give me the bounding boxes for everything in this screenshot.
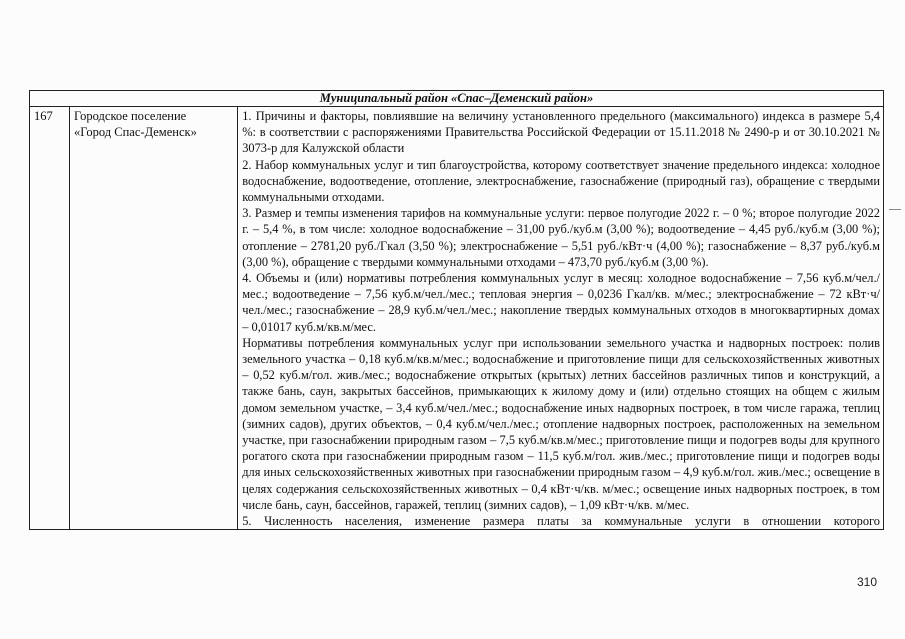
index-description bbox=[238, 107, 884, 530]
paragraph-tariffs: 3. Размер и темпы изменения тарифов на коммунальные услуги: первое полугодие 2022 г. – 0 %; второе полугодие 2022 г. – 5,4 %, в том числе: холодное водоснабжение – 31,00 руб./куб.м (3,00 %); водоотведение – 4,45 руб./куб.м (3,00 %); отопление – 2781,20 руб./Гкал (3,50 %); электроснабжение – 5,51 руб./кВт·ч (4,00 %); газоснабжение – 8,37 руб./куб.м (3,00 %), обращение с твердыми коммунальными отходами – 473,70 руб./куб.м (3,00 %). bbox=[242, 206, 880, 269]
margin-mark bbox=[889, 209, 901, 210]
settlement-name-line2: «Город Спас-Деменск» bbox=[74, 125, 197, 139]
paragraph-services-set: 2. Набор коммунальных услуг и тип благоустройства, которому соответствует значение предельного индекса: холодное водоснабжение, водоотведение, отопление, электроснабжение, газоснабжение (природный газ), обращение с твердыми коммунальными отходами. bbox=[242, 157, 880, 205]
paragraph-consumption-norms: 4. Объемы и (или) нормативы потребления коммунальных услуг в месяц: холодное водоснабжение – 7,56 куб.м/чел./мес.; водоотведение – 7,56 куб.м/чел./мес.; тепловая энергия – 0,0236 Гкал/кв. м/мес.; электроснабжение – 72 кВт·ч/чел./мес.; газоснабжение – 28,9 куб.м/чел./мес.; накопление твердых коммунальных отходов в многоквартирных домах – 0,01017 куб.м/кв.м/мес. bbox=[242, 271, 880, 334]
district-title: Муниципальный район «Спас–Деменский район» bbox=[30, 91, 884, 107]
table-row bbox=[30, 107, 884, 530]
settlement-name bbox=[70, 107, 238, 530]
district-header-row bbox=[30, 91, 884, 107]
paragraph-population: 5. Численность населения, изменение размера платы за коммунальные услуги в отношении которого bbox=[242, 514, 880, 529]
settlement-name-line1: Городское поселение bbox=[74, 109, 187, 123]
paragraph-factors: 1. Причины и факторы, повлиявшие на величину установленного предельного (максимального) индекса в размере 5,4 %: в соответствии с распоряжениями Правительства Российской Федерации от 15.11.2018 № 2490-р и от 30.10.2021 № 3073-р для Калужской области bbox=[242, 109, 880, 156]
row-number: 167 bbox=[30, 107, 70, 530]
page-number: 310 bbox=[856, 575, 877, 589]
paragraph-land-plot-norms: Нормативы потребления коммунальных услуг при использовании земельного участка и надворных построек: полив земельного участка – 0,18 куб.м/кв.м/мес.; водоснабжение и приготовление пищи для сельскохозяйственных животных – 0,52 куб.м/гол. жив./мес.; водоснабжение открытых (крытых) летних бассейнов различных типов и конструкций, а также бань, саун, закрытых бассейнов, примыкающих к жилому дому и (или) отдельно стоящих на общем с жилым домом земельном участке, – 3,4 куб.м/чел./мес.; водоснабжение иных надворных построек, в том числе гаража, теплиц (зимних садов), других объектов, – 0,4 куб.м/чел./мес.; отопление надворных построек, расположенных на земельном участке, при газоснабжении природным газом – 7,5 куб.м/кв.м/мес.; приготовление пищи и подогрев воды для крупного рогатого скота при газоснабжении природным газом – 11,5 куб.м/гол. жив./мес.; приготовление пищи и подогрев воды для иных сельскохозяйственных животных при газоснабжении природным газом – 4,9 куб.м/гол. жив./мес.; освещение в целях содержания сельскохозяйственных животных – 0,4 кВт·ч/кв. м/мес.; освещение иных надворных построек, в том числе бань, саун, бассейнов, гаражей, теплиц (зимних садов), – 1,09 кВт·ч/кв. м/мес. bbox=[242, 335, 881, 512]
tariff-table bbox=[29, 90, 884, 530]
